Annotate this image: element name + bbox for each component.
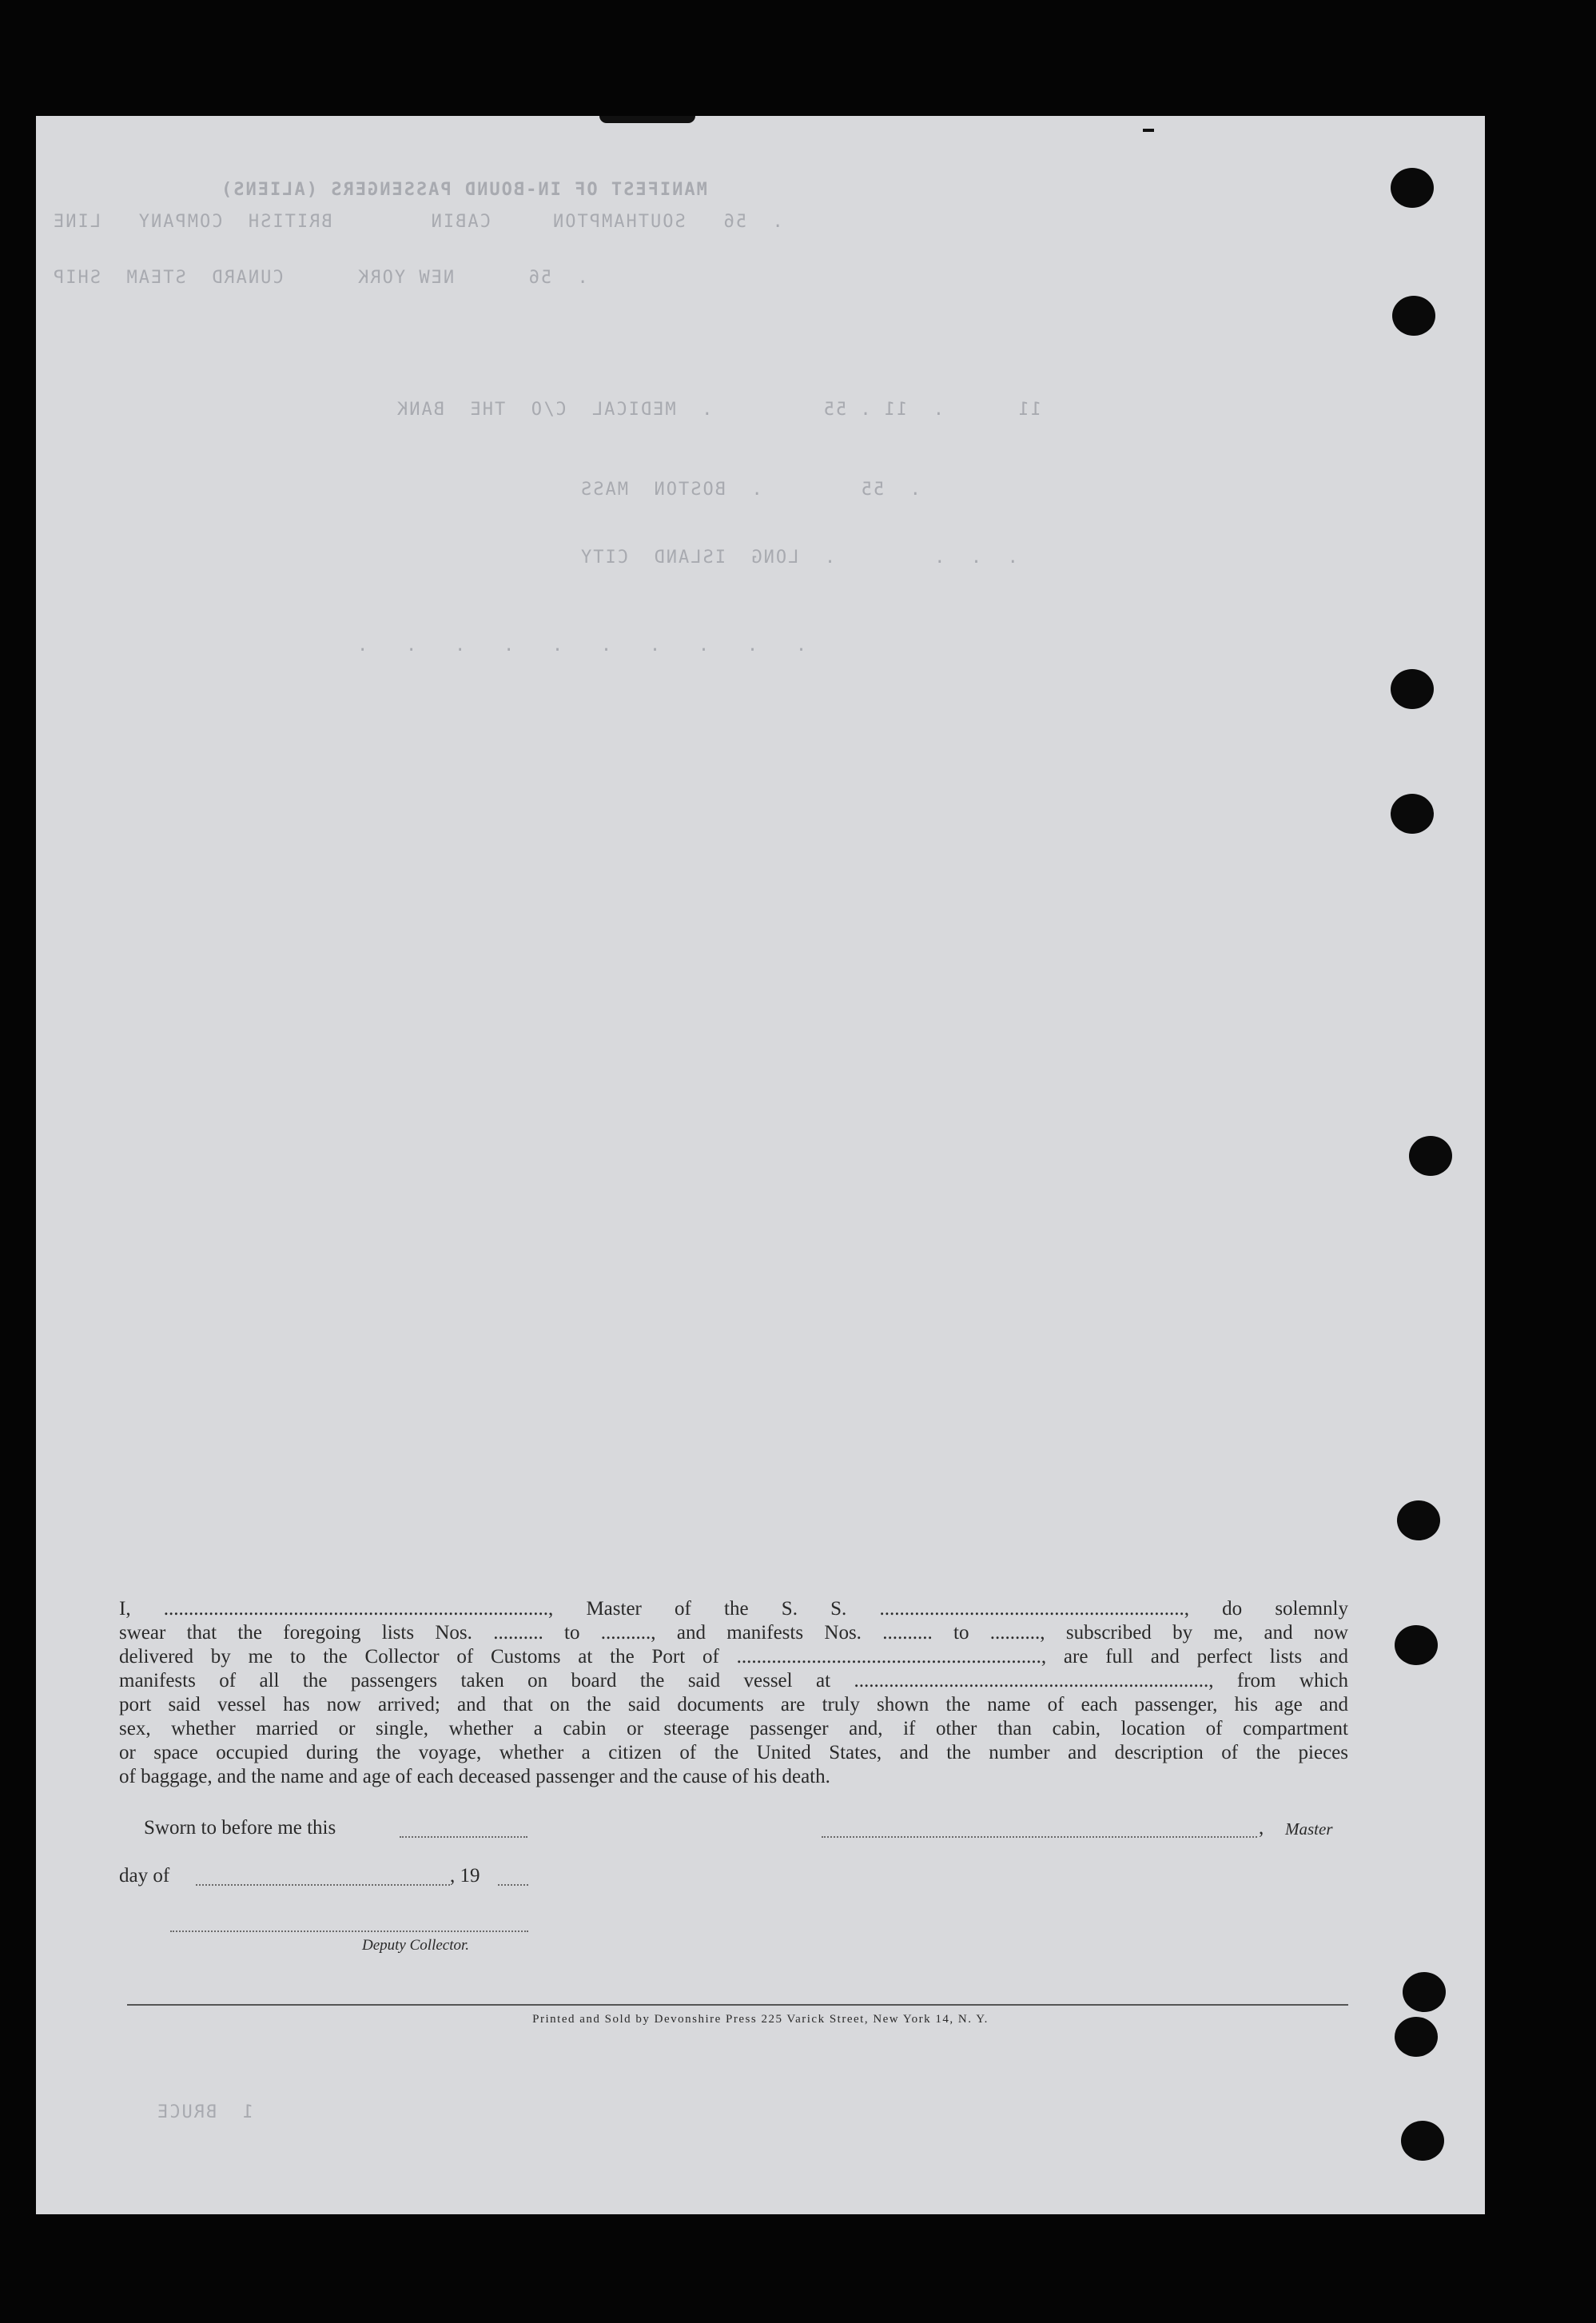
master-signature-blank [822,1836,1257,1838]
punch-hole [1395,2017,1438,2057]
printer-imprint: Printed and Sold by Devonshire Press 225 Varick Street, New York 14, N. Y. [532,2013,989,2026]
bleed-through-row-5: . . . . LONG ISLAND CITY [579,548,1018,568]
punch-hole [1395,1625,1438,1665]
punch-hole [1397,1500,1440,1540]
oath-line: I, ............................................................................., Master of the S. S. ............................................................., do solemnly [119,1598,1348,1620]
oath-line: of baggage, and the name and age of each deceased passenger and the cause of his death. [119,1766,830,1787]
bleed-through-row-2: . 56 NEW YORK CUNARD STEAM SHIP [52,268,588,288]
oath-line: or space occupied during the voyage, whether a citizen of the United States, and the number and description of the pieces [119,1742,1348,1763]
bleed-through-row-6: . . . . . . . . . . [356,636,807,655]
day-of-blank [196,1884,450,1886]
bleed-through-footer: 1 BRUCE [156,2102,253,2122]
punch-hole [1391,669,1434,709]
punch-hole [1401,2121,1444,2161]
master-comma: , [1259,1817,1264,1839]
punch-hole [1392,296,1435,336]
sworn-label: Sworn to before me this [144,1817,336,1839]
sworn-date-blank [400,1836,527,1838]
top-edge-mark [599,116,695,123]
deputy-collector-label: Deputy Collector. [362,1937,470,1954]
master-label: Master [1285,1819,1333,1839]
oath-line: port said vessel has now arrived; and that on the said documents are truly shown the name of each passenger, his age and [119,1694,1348,1715]
punch-hole [1409,1136,1452,1176]
oath-line: sex, whether married or single, whether a cabin or steerage passenger and, if other than cabin, location of compartment [119,1718,1348,1739]
bleed-through-row-4: . 55 . BOSTON MASS [579,480,921,500]
punch-hole [1391,168,1434,208]
top-edge-mark [1143,129,1154,132]
oath-line: delivered by me to the Collector of Customs at the Port of ............................................................., are full and perfect lists and [119,1646,1348,1668]
oath-line: manifests of all the passengers taken on board the said vessel at ......................................................................., from which [119,1670,1348,1691]
oath-line: swear that the foregoing lists Nos. .......... to .........., and manifests Nos. .......... to .........., subscribed by me, and now [119,1622,1348,1644]
day-of-label: day of [119,1865,170,1887]
document-page [36,116,1485,2214]
oath-paragraph [119,1597,1348,1789]
year-prefix: , 19 [450,1865,480,1887]
punch-hole [1391,794,1434,834]
punch-hole [1403,1972,1446,2012]
bleed-through-row-3: 11 . 11 . 55 . MEDICAL C/O THE BANK [396,400,1041,420]
footer-rule [127,2004,1348,2006]
year-blank [498,1884,528,1886]
bleed-through-row-1: . 56 SOUTHAMPTON CABIN BRITISH COMPANY LINE [52,212,783,232]
bleed-through-header: MANIFEST OF IN-BOUND PASSENGERS (ALIENS) [220,180,707,200]
deputy-signature-blank [170,1931,528,1932]
